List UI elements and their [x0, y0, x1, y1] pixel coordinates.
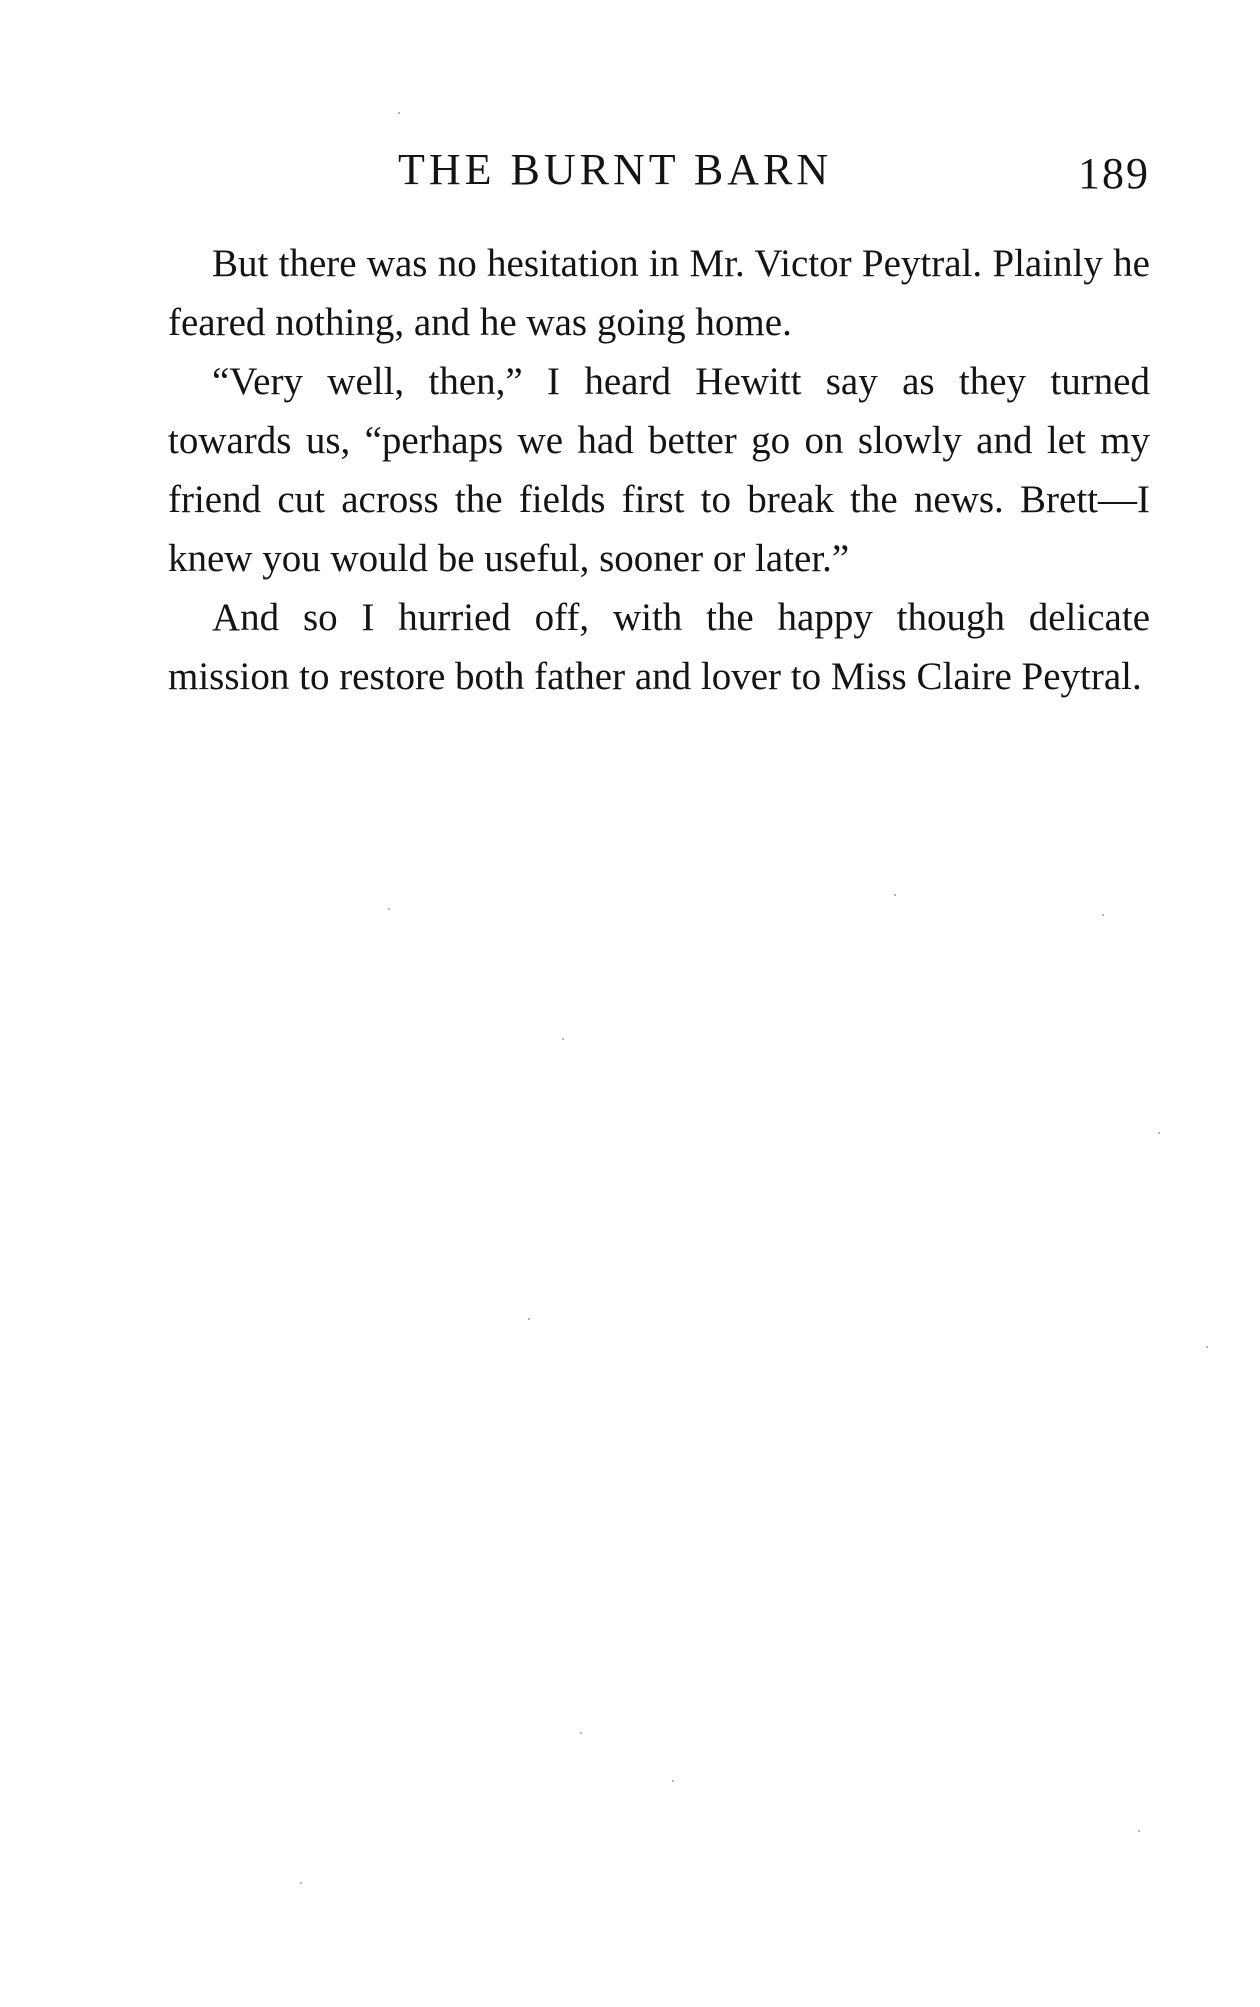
- scan-speck: [580, 1732, 582, 1734]
- scan-speck: [398, 112, 400, 114]
- scan-speck: [300, 1882, 302, 1884]
- scan-speck: [1138, 1830, 1140, 1832]
- scan-speck: [894, 894, 896, 896]
- scan-speck: [388, 908, 390, 910]
- running-title: THE BURNT BARN: [398, 145, 833, 194]
- paragraph: But there was no hesitation in Mr. Victor Peytral. Plainly he feared nothing, and he was going home.: [168, 242, 1150, 344]
- scan-speck: [1158, 1132, 1160, 1134]
- scan-speck: [672, 1780, 674, 1782]
- scan-speck: [562, 1038, 564, 1040]
- scan-speck: [528, 1318, 530, 1320]
- scan-speck: [1206, 1346, 1208, 1348]
- paragraph: “Very well, then,” I heard Hewitt say as they turned towards us, “perhaps we had better go on slowly and let my friend cut across the fields first to break the news. Brett—I knew you would be useful, sooner or later.”: [168, 360, 1150, 580]
- paragraph: And so I hurried off, with the happy though delicate mission to restore both father and lover to Miss Claire Peytral.: [168, 596, 1150, 698]
- page-number: 189: [1078, 149, 1150, 198]
- running-head: [168, 140, 1150, 200]
- body-text: [168, 234, 1150, 706]
- scan-speck: [1102, 914, 1104, 916]
